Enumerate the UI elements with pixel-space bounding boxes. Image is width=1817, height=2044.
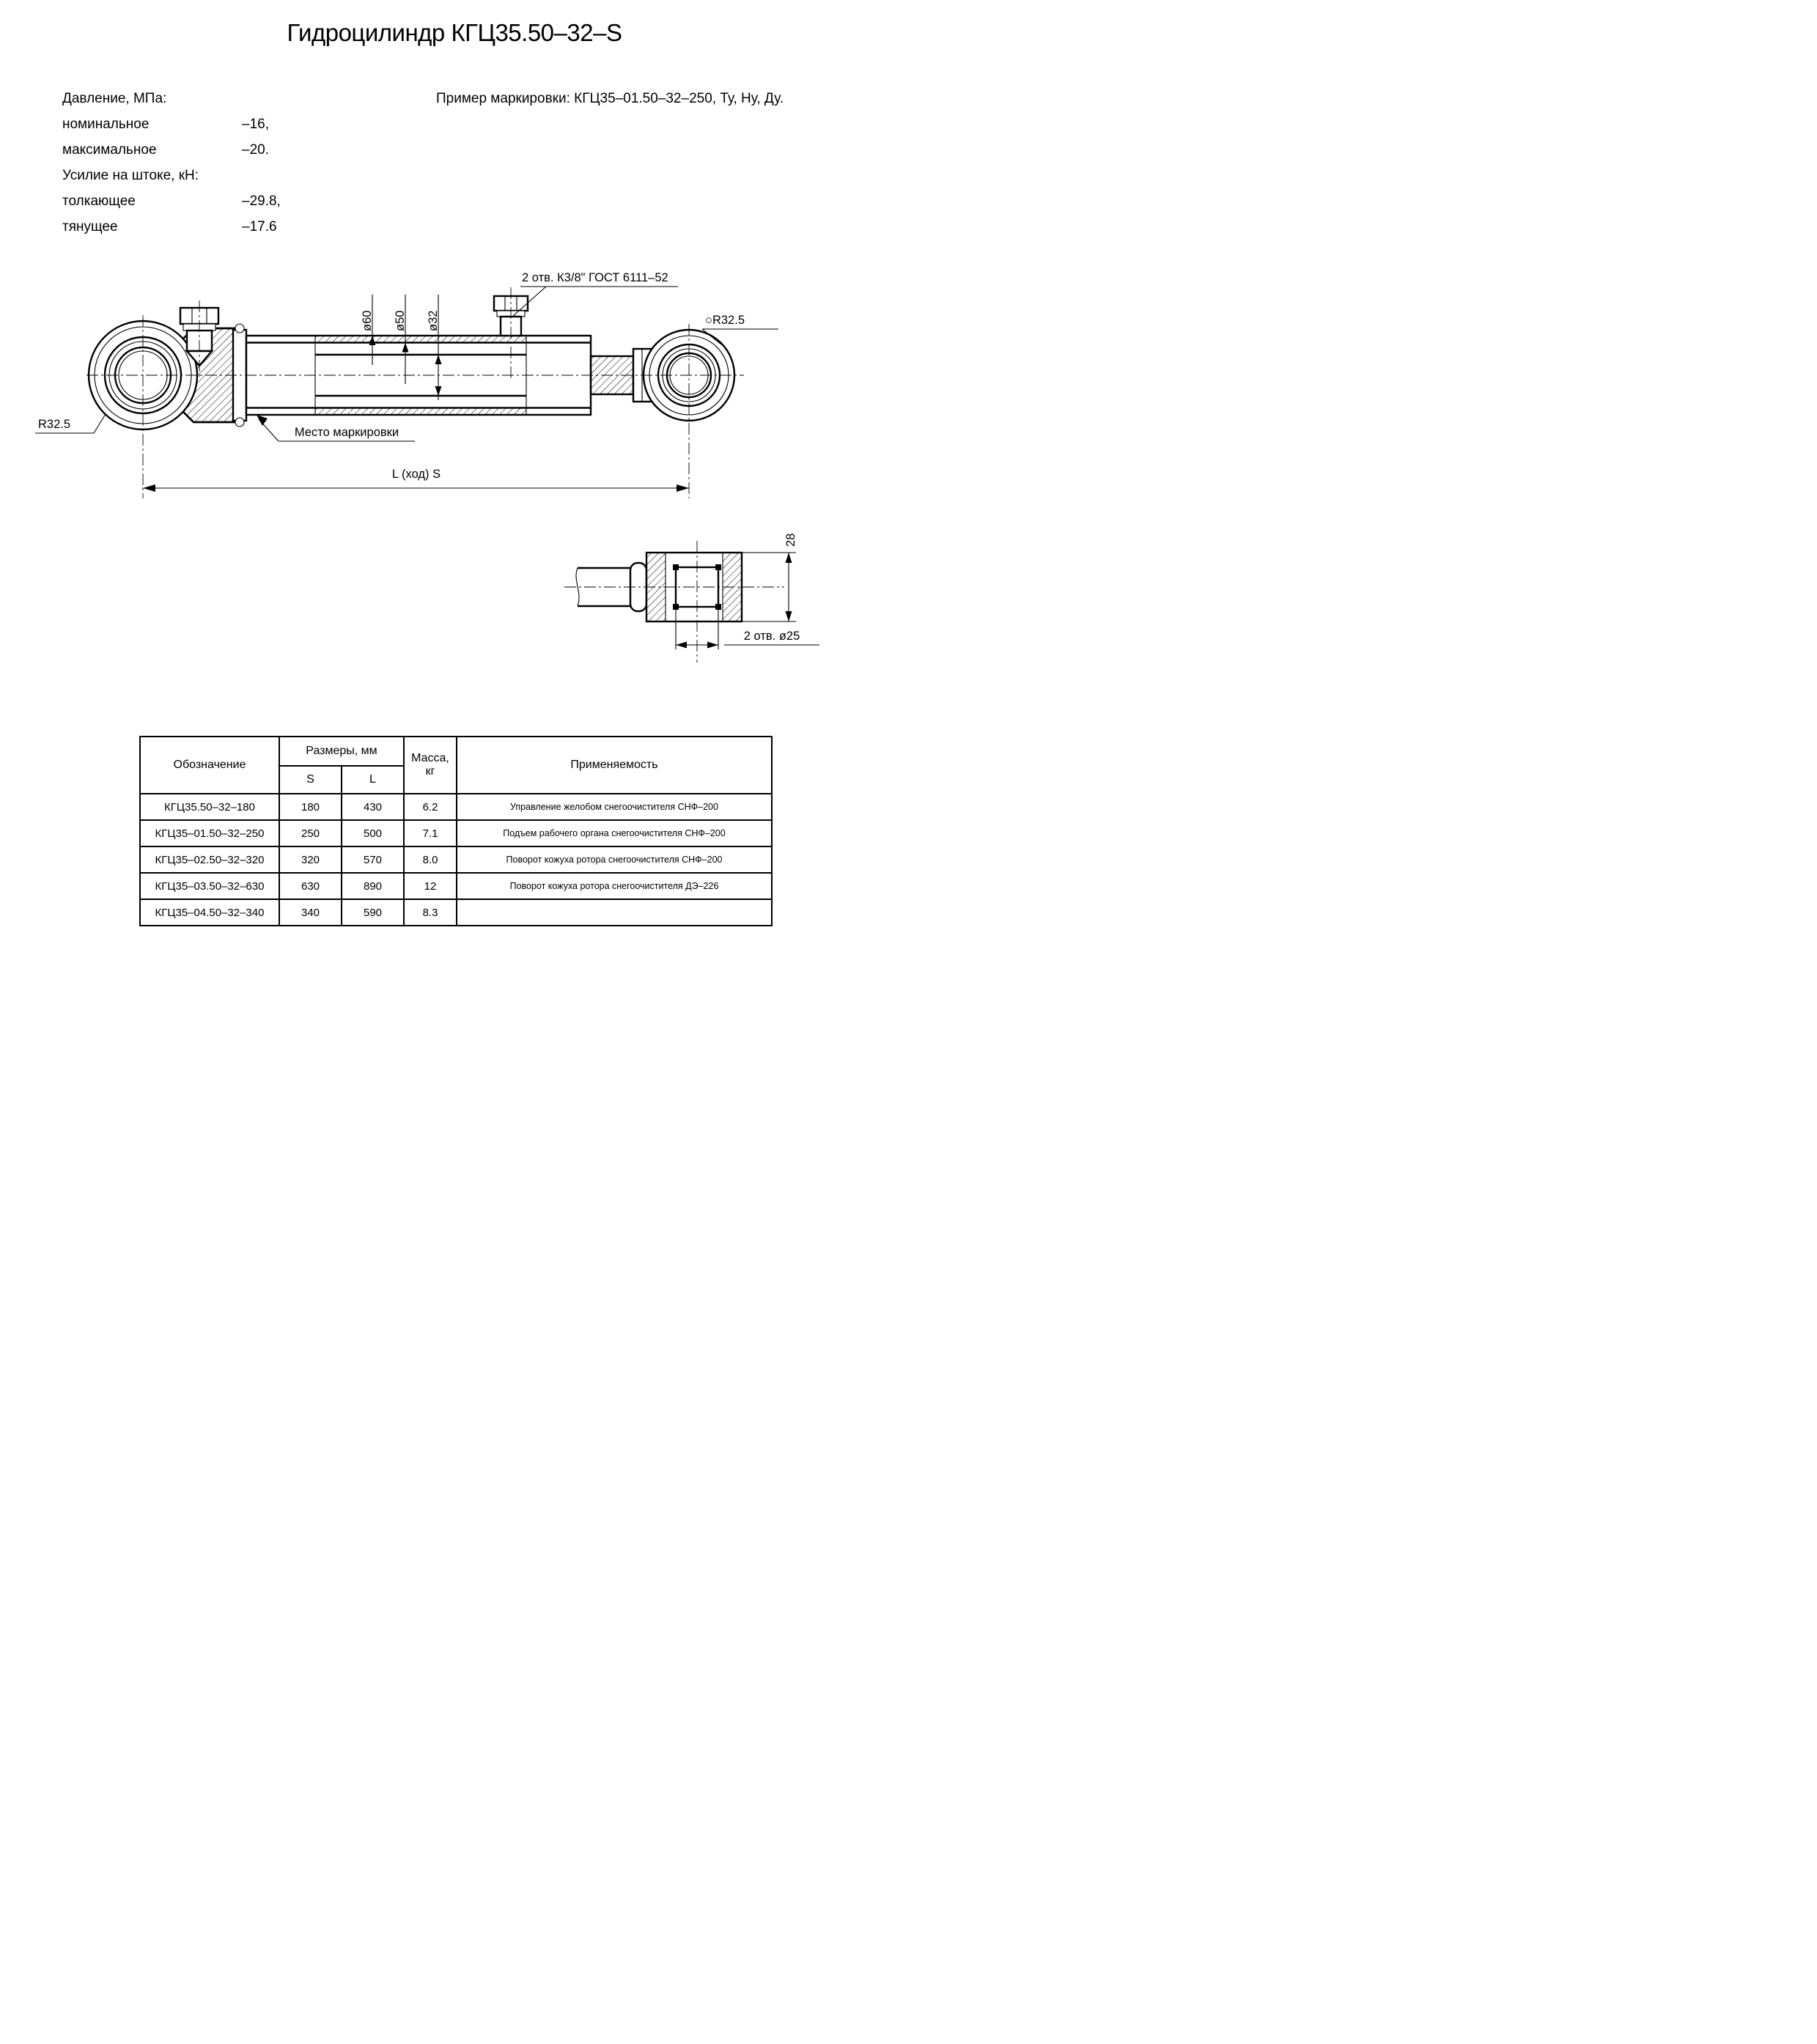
radius-callout (35, 414, 106, 433)
eye-holes-label: 2 отв. ø25 (743, 630, 800, 643)
table-row (140, 794, 772, 820)
cell-s: 250 (279, 820, 342, 846)
spec-label: максимальное (62, 142, 157, 158)
spec-row-nominal (62, 115, 388, 141)
cell-l: 570 (342, 846, 404, 873)
spec-label: тянущее (62, 219, 118, 235)
cell-mass: 8.3 (404, 899, 457, 926)
table-row (140, 873, 772, 899)
cell-designation: КГЦ35–02.50–32–320 (140, 846, 279, 873)
cell-application: Поворот кожуха ротора снегоочистителя ДЭ–226 (457, 873, 772, 899)
spec-value: –20. (242, 142, 269, 158)
detail-view (564, 534, 819, 663)
marking-example: Пример маркировки: КГЦ35–01.50–32–250, Ту, Ну, Ду. (436, 91, 784, 106)
spec-label: толкающее (62, 193, 136, 209)
table-row (140, 820, 772, 846)
spec-label: номинальное (62, 117, 150, 132)
cell-s: 340 (279, 899, 342, 926)
spec-pressure-header (62, 89, 388, 115)
cell-l: 500 (342, 820, 404, 846)
cell-s: 630 (279, 873, 342, 899)
stroke-dim-label: L (ход) S (391, 468, 441, 481)
ports-label: 2 отв. К3/8" ГОСТ 6111–52 (522, 271, 668, 284)
col-header-mass (404, 737, 457, 794)
cell-mass: 7.1 (404, 820, 457, 846)
cell-designation: КГЦ35–03.50–32–630 (140, 873, 279, 899)
spec-header-label: Усилие на штоке, кН: (62, 168, 199, 183)
col-header-application: Применяемость (457, 737, 772, 794)
cell-application: Управление желобом снегоочистителя СНФ–200 (457, 794, 772, 820)
detail-eye (564, 541, 784, 663)
spec-row-max (62, 141, 388, 166)
col-header-dimensions: Размеры, мм (279, 737, 404, 766)
cell-application: Подъем рабочего органа снегоочистителя СНФ–200 (457, 820, 772, 846)
mass-header-line1: Масса, (411, 752, 449, 764)
cell-application (457, 899, 772, 926)
spec-value: –16, (242, 117, 269, 132)
eye-width-dimension (742, 534, 797, 621)
ports-callout (512, 271, 678, 317)
spec-value: –17.6 (242, 219, 277, 235)
cell-s: 180 (279, 794, 342, 820)
cell-designation: КГЦ35.50–32–180 (140, 794, 279, 820)
mass-header-line2: кг (425, 765, 435, 778)
pressure-force-specs (62, 89, 388, 243)
cell-application: Поворот кожуха ротора снегоочистителя СНФ–200 (457, 846, 772, 873)
table-row (140, 846, 772, 873)
col-header-designation: Обозначение (140, 737, 279, 794)
cell-designation: КГЦ35–04.50–32–340 (140, 899, 279, 926)
cell-mass: 6.2 (404, 794, 457, 820)
spec-row-pull (62, 218, 388, 243)
drawing-sheet (0, 0, 909, 1022)
cell-designation: КГЦ35–01.50–32–250 (140, 820, 279, 846)
radius-label: R32.5 (38, 418, 71, 431)
page-title: Гидроцилиндр КГЦ35.50–32–S (287, 19, 622, 46)
cell-l: 890 (342, 873, 404, 899)
col-header-l: L (342, 766, 404, 794)
spec-force-header (62, 166, 388, 192)
marking-place-callout (257, 415, 415, 441)
dia32-label: ø32 (427, 310, 440, 331)
sphere-radius-label: ○R32.5 (705, 314, 745, 327)
dia60-label: ø60 (361, 310, 374, 331)
table-row (140, 899, 772, 926)
technical-drawing (0, 254, 909, 723)
col-header-s: S (279, 766, 342, 794)
eye-width-label: 28 (784, 533, 797, 547)
cell-l: 430 (342, 794, 404, 820)
cell-s: 320 (279, 846, 342, 873)
spec-section (62, 89, 880, 243)
variants-table (139, 736, 773, 926)
marking-place-label: Место маркировки (294, 426, 399, 439)
cell-mass: 12 (404, 873, 457, 899)
spec-row-push (62, 192, 388, 218)
spec-header-label: Давление, МПа: (62, 91, 167, 106)
cell-l: 590 (342, 899, 404, 926)
stroke-dimension (143, 468, 689, 492)
dia50-label: ø50 (394, 310, 407, 331)
cell-mass: 8.0 (404, 846, 457, 873)
spec-value: –29.8, (242, 193, 281, 209)
